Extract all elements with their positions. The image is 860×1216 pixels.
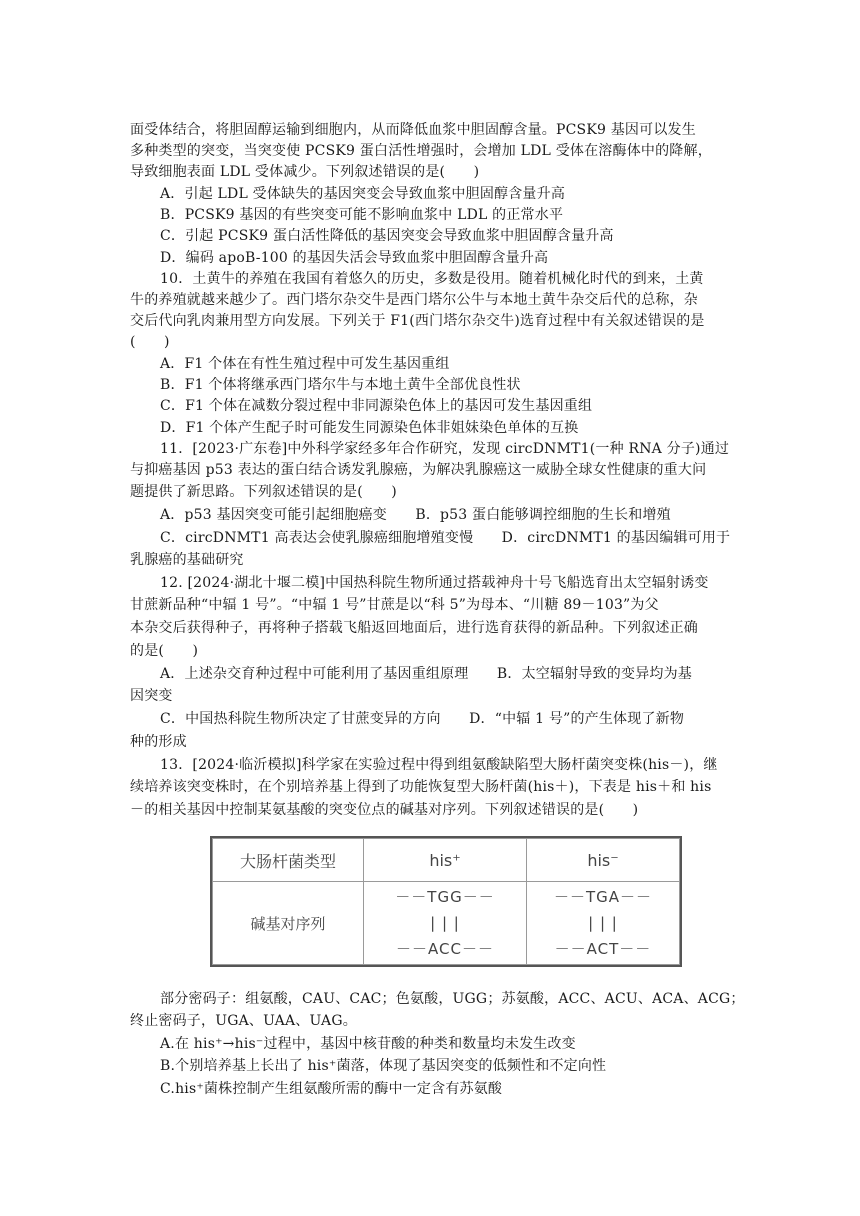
his-minus-bottom-strand: －－ACT－－: [554, 940, 652, 958]
option-b: B．PCSK9 基因的有些突变可能不影响血浆中 LDL 的正常水平: [160, 207, 564, 223]
text-line: 因突变: [130, 688, 173, 704]
text-line: 与抑癌基因 p53 表达的蛋白结合诱发乳腺癌，为解决乳腺癌这一威胁全球女性健康的重大问: [130, 462, 707, 478]
option-b: B.个别培养基上长出了 his⁺菌落，体现了基因突变的低频性和不定向性: [160, 1058, 607, 1074]
table-header-type: 大肠杆菌类型: [213, 839, 364, 882]
sequence-table: [210, 836, 682, 967]
his-minus-pairing: | | |: [588, 914, 618, 932]
option-c: C．F1 个体在减数分裂过程中非同源染色体上的基因可发生基因重组: [160, 398, 593, 414]
text-line: 甘蔗新品种“中辐 1 号”。“中辐 1 号”甘蔗是以“科 5”为母本、“川糖 89－103”为父: [130, 597, 659, 613]
codon-note: 终止密码子，UGA、UAA、UAG。: [130, 1013, 357, 1029]
codon-note: 部分密码子：组氨酸，CAU、CAC；色氨酸，UGG；苏氨酸，ACC、ACU、ACA、ACG；: [160, 991, 745, 1007]
text-line: 种的形成: [130, 734, 187, 750]
question-11: 11．[2023·广东卷]中外科学家经多年合作研究，发现 circDNMT1(一种 RNA 分子)通过: [160, 441, 730, 457]
text-line: 乳腺癌的基础研究: [130, 552, 244, 568]
option-cd: C．circDNMT1 高表达会使乳腺癌细胞增殖变慢 D．circDNMT1 的基因编辑可用于: [160, 530, 731, 546]
table-row-label: 碱基对序列: [213, 882, 364, 965]
text-line: 交后代向乳肉兼用型方向发展。下列关于 F1(西门塔尔杂交牛)选育过程中有关叙述错误的是: [130, 313, 705, 329]
question-10: 10．土黄牛的养殖在我国有着悠久的历史，多数是役用。随着机械化时代的到来，土黄: [160, 271, 704, 287]
text-line: 续培养该突变株时，在个别培养基上得到了功能恢复型大肠杆菌(his＋)，下表是 his＋和 his: [130, 779, 712, 795]
table-header-his-minus: his⁻: [527, 839, 680, 882]
question-13: 13．[2024·临沂模拟]科学家在实验过程中得到组氨酸缺陷型大肠杆菌突变株(his－)，继: [160, 757, 718, 773]
table-header-his-plus: his⁺: [364, 839, 527, 882]
option-d: D．编码 apoB-100 的基因失活会导致血浆中胆固醇含量升高: [160, 250, 549, 266]
option-a: A.在 his⁺→his⁻过程中，基因中核苷酸的种类和数量均未发生改变: [160, 1036, 576, 1052]
text-line: ( ): [130, 334, 170, 350]
text-line: 题提供了新思路。下列叙述错误的是( ): [130, 484, 397, 500]
text-line: 牛的养殖就越来越少了。西门塔尔杂交牛是西门塔尔公牛与本地土黄牛杂交后代的总称，杂: [130, 292, 698, 308]
option-c: C.his⁺菌株控制产生组氨酸所需的酶中一定含有苏氨酸: [160, 1081, 503, 1097]
question-12: 12. [2024·湖北十堰二模]中国热科院生物所通过搭载神舟十号飞船选育出太空辐射诱变: [160, 575, 709, 591]
his-plus-pairing: | | |: [430, 914, 460, 932]
text-line: 面受体结合，将胆固醇运输到细胞内，从而降低血浆中胆固醇含量。PCSK9 基因可以发生: [130, 122, 696, 138]
text-line: 本杂交后获得种子，再将种子搭载飞船返回地面后，进行选育获得的新品种。下列叙述正确: [130, 620, 698, 636]
text-line: 导致细胞表面 LDL 受体减少。下列叙述错误的是( ): [130, 164, 480, 180]
option-cd: C．中国热科院生物所决定了甘蔗变异的方向 D．“中辐 1 号”的产生体现了新物: [160, 711, 685, 727]
his-plus-bottom-strand: －－ACC－－: [396, 940, 494, 958]
option-a: A．引起 LDL 受体缺失的基因突变会导致血浆中胆固醇含量升高: [160, 186, 566, 202]
option-a: A．F1 个体在有性生殖过程中可发生基因重组: [160, 356, 450, 372]
text-line: －的相关基因中控制某氨基酸的突变位点的碱基对序列。下列叙述错误的是( ): [130, 802, 639, 818]
text-line: 的是( ): [130, 643, 199, 659]
his-minus-sequence: [527, 882, 680, 965]
option-ab: A．上述杂交育种过程中可能利用了基因重组原理 B．太空辐射导致的变异均为基: [160, 666, 692, 682]
his-plus-sequence: [364, 882, 527, 965]
his-plus-top-strand: －－TGG－－: [395, 888, 495, 906]
option-ab: A．p53 基因突变可能引起细胞癌变 B．p53 蛋白能够调控细胞的生长和增殖: [160, 507, 671, 523]
option-b: B．F1 个体将继承西门塔尔牛与本地土黄牛全部优良性状: [160, 377, 521, 393]
his-minus-top-strand: －－TGA－－: [553, 888, 653, 906]
text-line: 多种类型的突变，当突变使 PCSK9 蛋白活性增强时，会增加 LDL 受体在溶酶体中的降解，: [130, 143, 712, 159]
option-d: D．F1 个体产生配子时可能发生同源染色体非姐妹染色单体的互换: [160, 420, 579, 436]
option-c: C．引起 PCSK9 蛋白活性降低的基因突变会导致血浆中胆固醇含量升高: [160, 228, 614, 244]
